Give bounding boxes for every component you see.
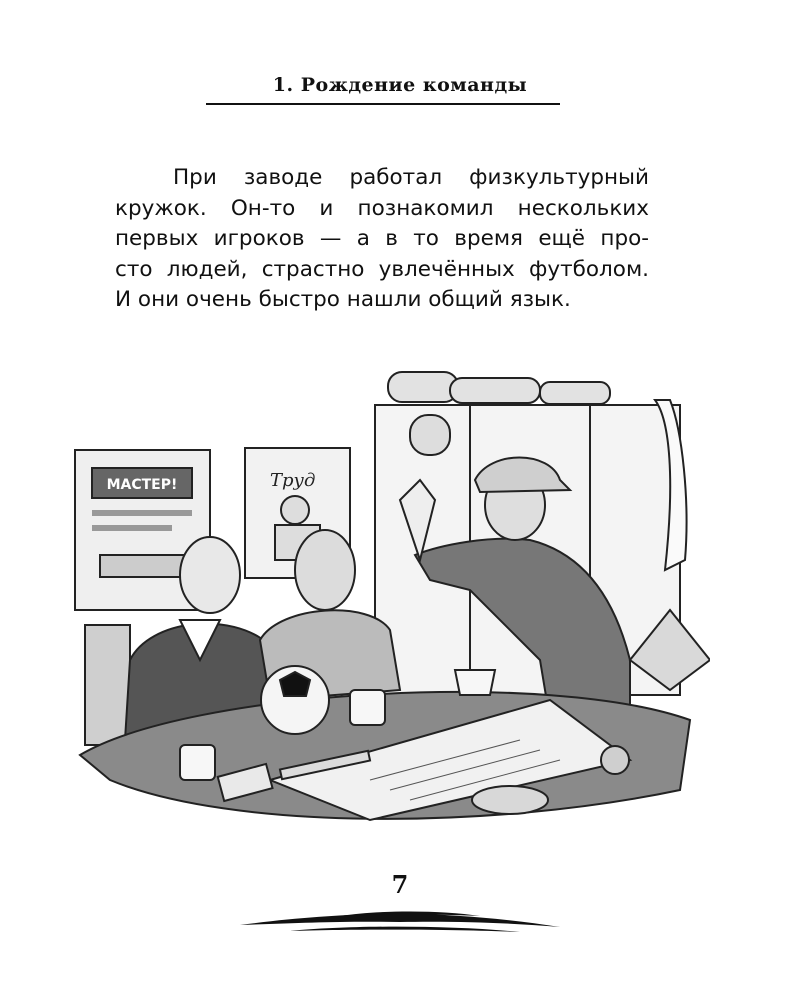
chair xyxy=(85,625,130,745)
body-line: сто людей, страстно увлечённых футболом. xyxy=(115,256,649,282)
chapter-title: 1. Рождение команды xyxy=(272,74,528,96)
apple xyxy=(601,746,629,774)
title-underline xyxy=(206,103,560,105)
body-line: При заводе работал физкультурный xyxy=(173,165,649,190)
locker-top-items xyxy=(388,372,610,404)
soccer-ball xyxy=(261,666,329,734)
plate xyxy=(472,786,548,814)
body-line: И они очень быстро нашли общий язык. xyxy=(115,287,571,312)
poster-left-heading: МАСТЕР! xyxy=(106,477,178,493)
illustration-team-meeting xyxy=(70,360,710,840)
body-line: первых игроков — а в то время ещё про- xyxy=(115,226,649,251)
page-number: 7 xyxy=(391,870,409,899)
page-ornament xyxy=(240,905,560,941)
body-paragraph xyxy=(115,163,649,316)
poster-right-heading: Труд xyxy=(270,470,316,491)
body-line: кружок. Он-то и познакомил нескольких xyxy=(115,195,649,221)
